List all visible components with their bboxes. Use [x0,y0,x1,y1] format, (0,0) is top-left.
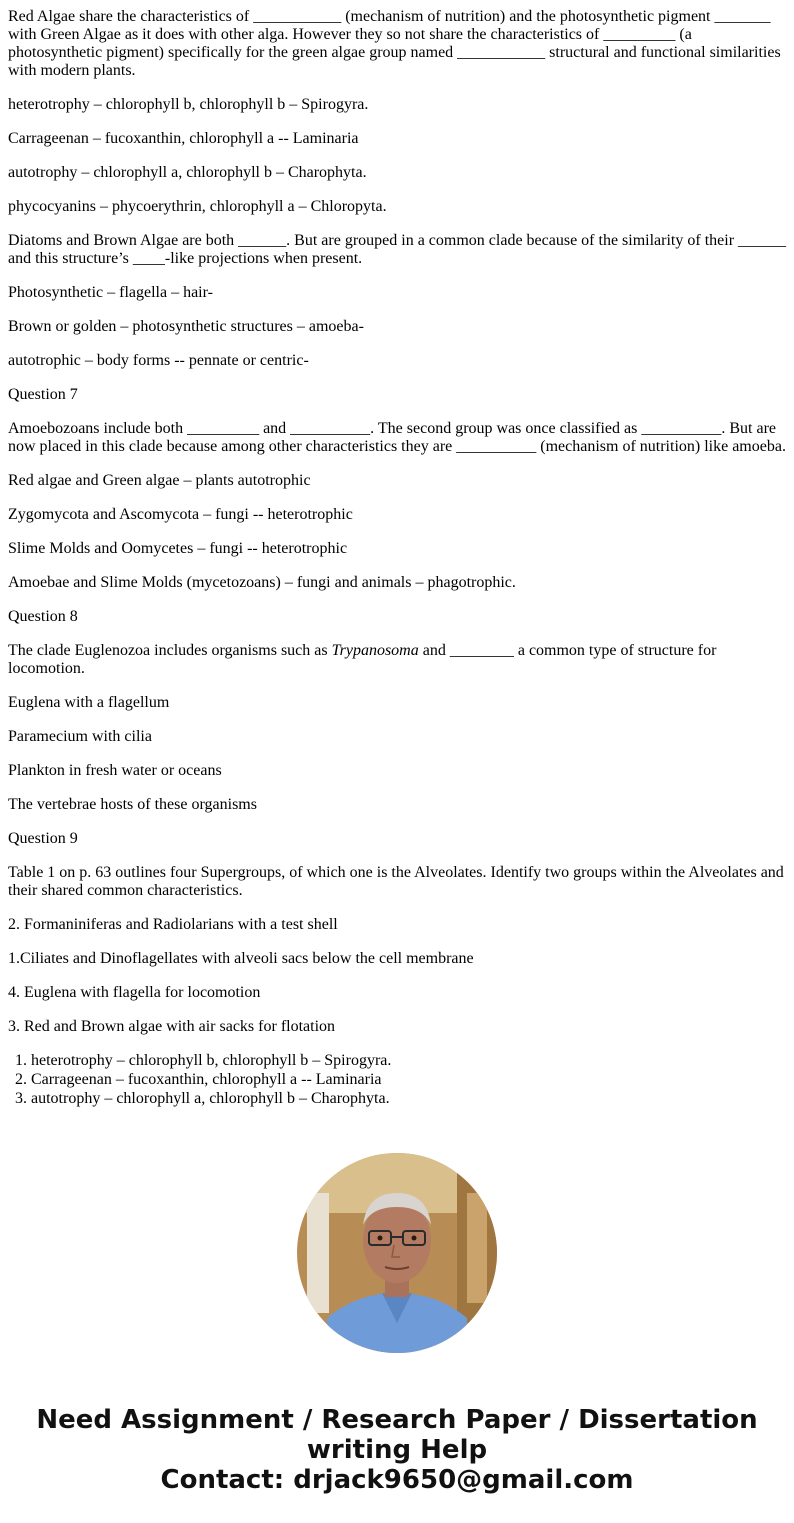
answer-item-3: 3. autotrophy – chlorophyll a, chlorophyll b – Charophyta. [31,1090,788,1108]
q7-option-4: Amoebae and Slime Molds (mycetozoans) – fungi and animals – phagotrophic. [8,574,516,591]
q9-label: Question 9 [8,830,78,847]
q8-option-1: Euglena with a flagellum [8,694,170,711]
q7-label: Question 7 [8,386,78,403]
q9-option-2: 1.Ciliates and Dinoflagellates with alveoli sacs below the cell membrane [8,950,474,967]
banner-line-2: writing Help [306,1435,488,1465]
banner-line-1: Need Assignment / Research Paper / Dissertation [36,1405,758,1435]
q8-option-4: The vertebrae hosts of these organisms [8,796,257,813]
avatar [297,1153,497,1353]
q8-option-2: Paramecium with cilia [8,728,152,745]
q7-option-1: Red algae and Green algae – plants autotrophic [8,472,311,489]
diatoms-stem: Diatoms and Brown Algae are both ______. But are grouped in a common clade because of the similarity of their ______ and this structure’s ____-like projections when present. [8,232,787,267]
document-body [8,8,788,1108]
q7-option-2: Zygomycota and Ascomycota – fungi -- heterotrophic [8,506,353,523]
q9-stem: Table 1 on p. 63 outlines four Supergroups, of which one is the Alveolates. Identify two groups within the Alveolates and their shared common characteristics. [8,864,784,899]
q8-label: Question 8 [8,608,78,625]
answer-list [8,1052,788,1108]
diatoms-option-2: Brown or golden – photosynthetic structures – amoeba- [8,318,364,335]
q8-option-3: Plankton in fresh water or oceans [8,762,222,779]
q7-stem: Amoebozoans include both _________ and __________. The second group was once classified as __________. But are now placed in this clade because among other characteristics they are __________ (mechanism of nutrition) like amoeba. [8,420,786,455]
answer-item-1: 1. heterotrophy – chlorophyll b, chlorophyll b – Spirogyra. [31,1052,788,1070]
q6-option-3: autotrophy – chlorophyll a, chlorophyll b – Charophyta. [8,164,367,181]
q6-option-1: heterotrophy – chlorophyll b, chlorophyll b – Spirogyra. [8,96,369,113]
q8-stem-italic: Trypanosoma [331,642,419,659]
q7-option-3: Slime Molds and Oomycetes – fungi -- heterotrophic [8,540,348,557]
q9-option-3: 4. Euglena with flagella for locomotion [8,984,261,1001]
answer-item-2: 2. Carrageenan – fucoxanthin, chlorophyll a -- Laminaria [31,1071,788,1089]
q8-stem [8,642,788,678]
diatoms-option-3: autotrophic – body forms -- pennate or centric- [8,352,309,369]
q6-option-2: Carrageenan – fucoxanthin, chlorophyll a -- Laminaria [8,130,359,147]
diatoms-option-1: Photosynthetic – flagella – hair- [8,284,213,301]
q6-option-4: phycocyanins – phycoerythrin, chlorophyll a – Chloropyta. [8,198,387,215]
q8-stem-after: and ________ a common type of structure for locomotion. [8,642,717,677]
contact-banner [0,1405,794,1495]
q9-option-4: 3. Red and Brown algae with air sacks for flotation [8,1018,336,1035]
q8-stem-before: The clade Euglenozoa includes organisms such as [8,642,332,659]
q6-stem: Red Algae share the characteristics of ___________ (mechanism of nutrition) and the photosynthetic pigment _______ with Green Algae as it does with other alga. However they so not share the characteristics of _________ (a photosynthetic pigment) specifically for the green algae group named ___________ structural and functional similarities with modern plants. [8,8,781,79]
q9-option-1: 2. Formaniniferas and Radiolarians with a test shell [8,916,338,933]
avatar-photo [297,1153,497,1353]
banner-contact-email: Contact: drjack9650@gmail.com [160,1465,634,1495]
